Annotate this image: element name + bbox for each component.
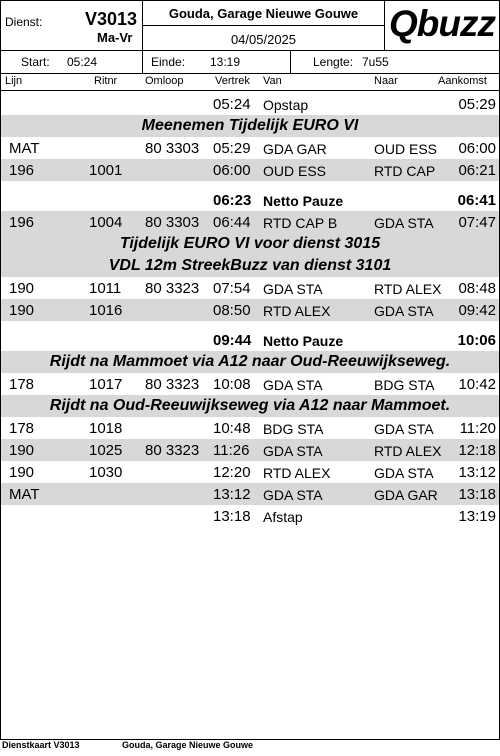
remark-text: Tijdelijk EURO VI voor dienst 3015	[119, 235, 381, 252]
trip-van: OUD ESS	[263, 163, 327, 179]
trip-lijn: 190	[9, 464, 35, 481]
trip-aankomst: 06:00	[458, 140, 496, 157]
trip-van: GDA STA	[263, 281, 323, 297]
trip-omloop: 80 3303	[145, 214, 200, 231]
trip-row	[1, 461, 499, 483]
qbuzz-logo: Qbuzz	[389, 3, 495, 44]
trip-omloop: 80 3323	[145, 376, 200, 393]
remark-text: VDL 12m StreekBuzz van dienst 3101	[108, 257, 392, 274]
trip-lijn: MAT	[9, 140, 40, 157]
einde-value: 13:19	[210, 55, 241, 69]
trip-van: BDG STA	[263, 421, 324, 437]
start-value: 05:24	[67, 55, 98, 69]
trip-naar: GDA STA	[374, 421, 434, 437]
trip-vertrek: 06:00	[213, 162, 251, 179]
trip-lijn: 196	[9, 214, 35, 231]
trip-van: RTD CAP B	[263, 215, 338, 231]
pause-row	[1, 329, 499, 351]
trip-ritnr: 1030	[89, 464, 123, 481]
einde-cell	[143, 51, 291, 74]
trip-row	[1, 417, 499, 439]
trip-omloop: 80 3303	[145, 140, 200, 157]
einde-label: Einde:	[151, 55, 186, 69]
trip-aankomst: 11:20	[459, 420, 496, 437]
trip-lijn: MAT	[9, 486, 40, 503]
trip-vertrek: 10:08	[213, 376, 251, 393]
remark-text: Meenemen Tijdelijk EURO VI	[141, 117, 359, 134]
dienst-number: V3013	[85, 9, 138, 29]
trip-aankomst: 13:18	[458, 486, 496, 503]
pause-end: 06:41	[457, 192, 496, 209]
lengte-cell	[291, 51, 499, 74]
trip-vertrek: 05:29	[213, 140, 251, 157]
col-naar: Naar	[374, 75, 398, 87]
trip-van: GDA STA	[263, 443, 323, 459]
trip-vertrek: 11:26	[213, 442, 250, 459]
trip-vertrek: 07:54	[213, 280, 251, 297]
trip-row	[1, 373, 499, 395]
trip-van: Opstap	[263, 97, 309, 113]
trip-vertrek: 08:50	[213, 302, 251, 319]
trip-van: Afstap	[263, 509, 303, 525]
trip-aankomst: 13:12	[458, 464, 496, 481]
trip-lijn: 178	[9, 376, 35, 393]
location: Gouda, Garage Nieuwe Gouwe	[168, 6, 359, 21]
trip-aankomst: 13:19	[458, 508, 496, 525]
column-headers	[1, 74, 499, 91]
trip-lijn: 178	[9, 420, 35, 437]
logo-cell	[385, 1, 499, 51]
footer-right: Gouda, Garage Nieuwe Gouwe	[122, 740, 254, 750]
trip-ritnr: 1018	[89, 420, 123, 437]
pause-row	[1, 189, 499, 211]
trip-van: RTD ALEX	[263, 303, 331, 319]
pause-label: Netto Pauze	[263, 333, 344, 349]
header	[1, 1, 499, 74]
trip-aankomst: 08:48	[458, 280, 496, 297]
footer-left: Dienstkaart V3013	[2, 740, 80, 750]
pause-end: 10:06	[457, 332, 496, 349]
dienst-days: Ma-Vr	[97, 30, 133, 45]
trip-van: GDA STA	[263, 487, 323, 503]
trip-lijn: 190	[9, 280, 35, 297]
pause-start: 09:44	[213, 332, 252, 349]
trip-van: GDA GAR	[263, 141, 327, 157]
lengte-label: Lengte:	[313, 55, 354, 69]
trip-naar: GDA STA	[374, 303, 434, 319]
trip-row	[1, 159, 499, 181]
trip-naar: GDA STA	[374, 215, 434, 231]
trip-ritnr: 1011	[89, 280, 122, 297]
trip-aankomst: 09:42	[458, 302, 496, 319]
col-omloop: Omloop	[145, 75, 184, 87]
start-label: Start:	[21, 55, 50, 69]
trip-naar: GDA GAR	[374, 487, 438, 503]
trip-row	[1, 505, 499, 527]
trip-row	[1, 211, 499, 233]
trip-row	[1, 299, 499, 321]
trip-aankomst: 06:21	[458, 162, 496, 179]
trip-vertrek: 10:48	[213, 420, 251, 437]
remark-banner	[1, 115, 499, 137]
location-cell	[143, 1, 385, 26]
trip-van: RTD ALEX	[263, 465, 331, 481]
trip-aankomst: 05:29	[458, 96, 496, 113]
remark-text: Rijdt na Mammoet via A12 naar Oud-Reeuwijkseweg.	[49, 353, 451, 370]
trip-omloop: 80 3323	[145, 442, 200, 459]
trip-aankomst: 12:18	[458, 442, 496, 459]
date: 04/05/2025	[230, 32, 297, 47]
trip-vertrek: 12:20	[213, 464, 251, 481]
col-aankomst: Aankomst	[438, 75, 487, 87]
row-spacer	[1, 321, 499, 329]
trip-vertrek: 13:12	[213, 486, 251, 503]
trip-vertrek: 05:24	[213, 96, 251, 113]
schedule-rows	[1, 93, 499, 527]
dienst-label: Dienst:	[5, 15, 43, 29]
trip-ritnr: 1017	[89, 376, 123, 393]
trip-ritnr: 1025	[89, 442, 123, 459]
trip-ritnr: 1004	[89, 214, 123, 231]
trip-naar: BDG STA	[374, 377, 435, 393]
trip-van: GDA STA	[263, 377, 323, 393]
trip-row	[1, 483, 499, 505]
pause-label: Netto Pauze	[263, 193, 344, 209]
trip-row	[1, 277, 499, 299]
date-cell	[143, 26, 385, 51]
trip-row	[1, 93, 499, 115]
col-lijn: Lijn	[5, 75, 23, 87]
trip-row	[1, 439, 499, 461]
trip-naar: GDA STA	[374, 465, 434, 481]
trip-naar: RTD ALEX	[374, 443, 442, 459]
trip-lijn: 196	[9, 162, 35, 179]
trip-ritnr: 1001	[89, 162, 123, 179]
trip-vertrek: 13:18	[213, 508, 251, 525]
trip-omloop: 80 3323	[145, 280, 200, 297]
remark-text: Rijdt na Oud-Reeuwijkseweg via A12 naar Mammoet.	[49, 397, 451, 414]
trip-aankomst: 10:42	[458, 376, 496, 393]
col-vertrek: Vertrek	[215, 75, 250, 87]
col-van: Van	[263, 75, 282, 87]
remark-banner	[1, 255, 499, 277]
trip-lijn: 190	[9, 302, 35, 319]
trip-naar: RTD CAP	[374, 163, 436, 179]
lengte-value: 7u55	[362, 55, 389, 69]
trip-ritnr: 1016	[89, 302, 123, 319]
start-cell	[1, 51, 143, 74]
dienst-cell	[1, 1, 143, 51]
row-spacer	[1, 181, 499, 189]
remark-banner	[1, 351, 499, 373]
col-ritnr: Ritnr	[94, 75, 118, 87]
trip-aankomst: 07:47	[458, 214, 496, 231]
trip-naar: RTD ALEX	[374, 281, 442, 297]
trip-row	[1, 137, 499, 159]
remark-banner	[1, 233, 499, 255]
trip-lijn: 190	[9, 442, 35, 459]
pause-start: 06:23	[213, 192, 252, 209]
trip-naar: OUD ESS	[374, 141, 438, 157]
remark-banner	[1, 395, 499, 417]
trip-vertrek: 06:44	[213, 214, 251, 231]
